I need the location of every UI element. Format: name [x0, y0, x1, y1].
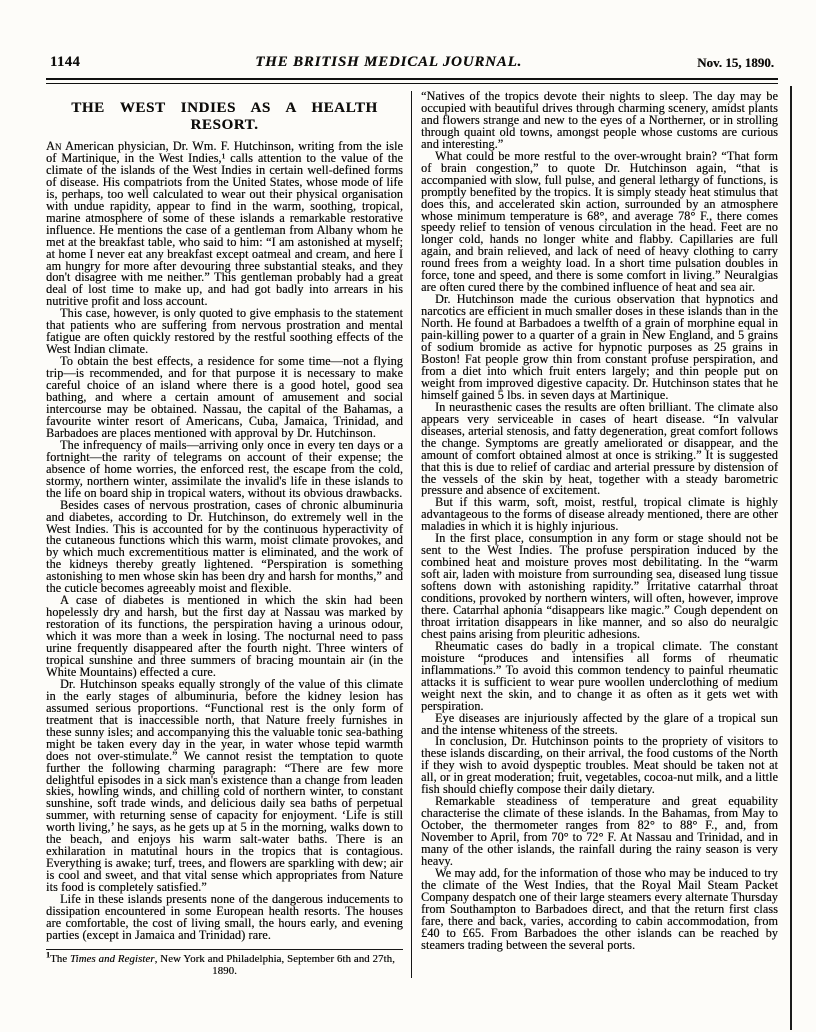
paragraph: This case, however, is only quoted to give emphasis to the statement that patients who are suffering from nervous prostration and mental fatigue are often quickly restored by the restful soothing effects of the West Indian climate.: [46, 306, 403, 357]
footnote-post: , New York and Philadelphia, September 6th and 27th,: [154, 952, 395, 965]
paragraph: Life in these islands presents none of the dangerous inducements to dissipation encountered in some European health resorts. The houses are comfortable, the cost of living small, the hours early, and evening parties (except in Jamaica and Trinidad) rare.: [46, 892, 403, 942]
left-column: [46, 91, 411, 978]
paragraph: In the first place, consumption in any form or stage should not be sent to the West Indies. The profuse perspiration induced by the combined heat and moisture proves most debilitating. In the “warm soft air, laden with moisture from surrounding sea, diseased lung tissue softens down with astonishing rapidity.” Irritative catarrhal throat conditions, provoked by northern winters, will often, however, improve there. Catarrhal aphonia “disappears like magic.” Cough dependent on throat irritation disappears in like manner, and so also do neuralgic chest pains arising from pleuritic adhesions.: [421, 531, 778, 641]
paragraph: What could be more restful to the over-wrought brain? “That form of brain congestion,” to quote Dr. Hutchinson again, “that is accompanied with slow, full pulse, and general lethargy of functions, is promptly benefited by the tropics. It is simply steady heat stimulus that does this, and accelerated skin action, surrounded by an atmosphere whose minimum temperature is 68°, and average 78° F., there comes speedy relief to tension of venous circulation in the head. Feet are no longer cold, hands no longer white and flabby. Capillaries are full again, and brain relieved, and lack of need of heavy clothing to carry round frees from a weighty load. In a short time pulsation doubles in force, tone and speed, and there is some comfort in living.” Neuralgias are often cured there by the combined influence of heat and sea air.: [421, 148, 778, 295]
footnote-source-italic: Times and Register: [70, 952, 155, 965]
paragraph: “Natives of the tropics devote their nights to sleep. The day may be occupied with beautiful drives through charming scenery, amidst plants and flowers strange and new to the eyes of a Northerner, or in strolling through quaint old towns, amongst people whose customs are curious and interesting.”: [421, 89, 778, 151]
footnote-marker: 1: [46, 950, 51, 960]
footnote-pre: The: [50, 952, 70, 965]
footnote-line: [46, 950, 395, 965]
right-column: [411, 91, 778, 978]
paragraph: Dr. Hutchinson made the curious observation that hypnotics and narcotics are efficient in much smaller doses in these islands than in the North. He found at Barbadoes a twelfth of a grain of morphine equal in pain-killing power to a quarter of a grain in New England, and 5 grains of sodium bromide as active for hypnotic purposes as 25 grains in Boston! Fat people grow thin from constant profuse perspiration, and from a diet into which fruit enters largely; and thin people put on weight from improved digestive capacity. Dr. Hutchinson states that he himself gained 5 lbs. in seven days at Martinique.: [421, 292, 778, 402]
paragraph: But if this warm, soft, moist, restful, tropical climate is highly advantageous to the forms of disease already mentioned, there are other maladies in which it is highly injurious.: [421, 495, 778, 534]
left-paragraph-group: [46, 308, 403, 942]
article-title: [46, 100, 403, 134]
paragraph: In neurasthenic cases the results are often brilliant. The climate also appears very serviceable in cases of heart disease. “In valvular diseases, arterial stenosis, and fatty degeneration, great comfort follows the change. Symptoms are greatly ameliorated or disappear, and the amount of comfort obtained almost at once is striking.” It is suggested that this is due to relief of cardiac and arterial pressure by distension of the vessels of the skin by heat, together with a steady barometric pressure and absence of excitement.: [421, 399, 778, 498]
header-double-rule: [46, 78, 778, 84]
paragraph: To obtain the best effects, a residence for some time—not a flying trip—is recommended, and for that purpose it is necessary to make careful choice of an island where there is a good hotel, good sea bathing, and where a certain amount of amusement and social intercourse may be obtained. Nassau, the capital of the Bahamas, a favourite winter resort of Americans, Cuba, Jamaica, Trinidad, and Barbadoes are places mentioned with approval by Dr. Hutchinson.: [46, 354, 403, 440]
article-columns: [46, 91, 778, 978]
page-header: [46, 54, 778, 71]
lead-word: An: [46, 139, 62, 153]
paragraph: In conclusion, Dr. Hutchinson points to the propriety of visitors to these islands discarding, on their arrival, the food customs of the North if they wish to avoid dyspeptic troubles. Meat should be taken not at all, or in great moderation; fruit, vegetables, cocoa-nut milk, and a little fish should chiefly compose their daily dietary.: [421, 734, 778, 797]
footnote-year: 1890.: [212, 965, 237, 978]
article-title-line2: RESORT.: [190, 117, 259, 133]
article-title-line1: THE WEST INDIES AS A HEALTH: [71, 100, 378, 116]
page-edge-rule: [790, 86, 792, 1030]
paragraph: We may add, for the information of those who may be induced to try the climate of the West Indies, that the Royal Mail Steam Packet Company despatch one of their large steamers every alternate Thursday from Southampton to Barbadoes direct, and that the return first class fare, there and back, varies, according to cabin accommodation, from £40 to £65. From Barbadoes the other islands can be reached by steamers trading between the several ports.: [421, 865, 778, 952]
lead-paragraph: [46, 141, 403, 308]
paragraph: Rheumatic cases do badly in a tropical climate. The constant moisture “produces and intensifies all forms of rheumatic inflammations.” To avoid this common tendency to painful rheumatic attacks it is sufficient to wear pure woollen underclothing of medium weight next the skin, and to change it as often as it gets wet with perspiration.: [421, 638, 778, 713]
issue-date: Nov. 15, 1890.: [697, 55, 774, 70]
paragraph: Besides cases of nervous prostration, cases of chronic albuminuria and diabetes, according to Dr. Hutchinson, do extremely well in the West Indies. This is accounted for by the continuous hyperactivity of the cutaneous functions which this warm, moist climate provokes, and by which much excrementitious matter is eliminated, and the work of the kidneys thereby greatly lightened. “Perspiration is something astonishing to men whose skin has been dry and harsh for months,” and the cuticle becomes agreeably moist and flexible.: [46, 497, 403, 596]
right-paragraph-group: [421, 91, 778, 952]
paragraph: The infrequency of mails—arriving only once in every ten days or a fortnight—the rarity of telegrams on account of their expense; the absence of home worries, the enforced rest, the escape from the cold, stormy, northern winter, assimilate the invalid's life in these islands to the life on board ship in tropical waters, without its obvious drawbacks.: [46, 437, 403, 500]
journal-title: THE BRITISH MEDICAL JOURNAL.: [255, 54, 523, 70]
paragraph: Eye diseases are injuriously affected by the glare of a tropical sun and the intense whiteness of the streets.: [421, 710, 778, 737]
paragraph: A case of diabetes is mentioned in which the skin had been hopelessly dry and harsh, but the first day at Nassau was marked by restoration of its functions, the perspiration having a urinous odour, which it was more than a week in losing. The nocturnal need to pass urine frequently disappeared after the fourth night. Three winters of tropical sunshine and three summers of bracing mountain air (in the White Mountains) effected a cure.: [46, 593, 403, 679]
paragraph: Dr. Hutchinson speaks equally strongly of the value of this climate in the early stages of albuminuria, before the kidney lesion has assumed serious proportions. “Functional rest is the only form of treatment that is inaccessible north, that Nature freely furnishes in these sunny isles; and accompanying this the valuable tonic sea-bathing might be taken every day in the year, in water whose tepid warmth does not over-stimulate.” We cannot resist the temptation to quote further the following charming paragraph: “There are few more delightful episodes in a sick man's existence than a change from leaden skies, howling winds, and chilling cold of northern winter, to constant sunshine, soft trade winds, and delicious daily sea baths of perpetual summer, with returning sense of capacity for enjoyment. ‘Life is still worth living,’ he says, as he gets up at 5 in the morning, walks down to the beach, and enjoys his warm salt-water baths. There is an exhilaration in matutinal hours in the tropics that is contagious. Everything is awake; turf, trees, and flowers are sparkling with dew; air is cool and sweet, and that vital sense which appropriates from Nature its food is completely satisfied.”: [46, 676, 403, 895]
paragraph: Remarkable steadiness of temperature and great equability characterise the climate of these islands. In the Bahamas, from May to October, the thermometer ranges from 82° to 88° F., and, from November to April, from 70° to 72° F. At Nassau and Trinidad, and in many of the other islands, the rainfall during the rainy season is very heavy.: [421, 794, 778, 868]
page-number: 1144: [50, 54, 81, 70]
footnote: [46, 949, 403, 978]
lead-paragraph-text: American physician, Dr. Wm. F. Hutchinson, writing from the isle of Martinique, in the West Indies,¹ calls attention to the value of the climate of the islands of the West Indies in certain well-defined forms of disease. His compatriots from the United States, whose mode of life is, perhaps, too well calculated to wear out their physical organisation with undue rapidity, appear to find in the warm, soothing, tropical, marine atmosphere of some of these islands a remarkable restorative influence. He mentions the case of a gentleman from Albany whom he met at the breakfast table, who said to him: “I am astonished at myself; at home I never eat any breakfast except oatmeal and cream, and here I am hungry for more after devouring three substantial steaks, and they don't disagree with me neither.” This gentleman probably had a great deal of lost time to make up, and had got badly into arrears in his nutritive profit and loss account.: [46, 139, 403, 309]
